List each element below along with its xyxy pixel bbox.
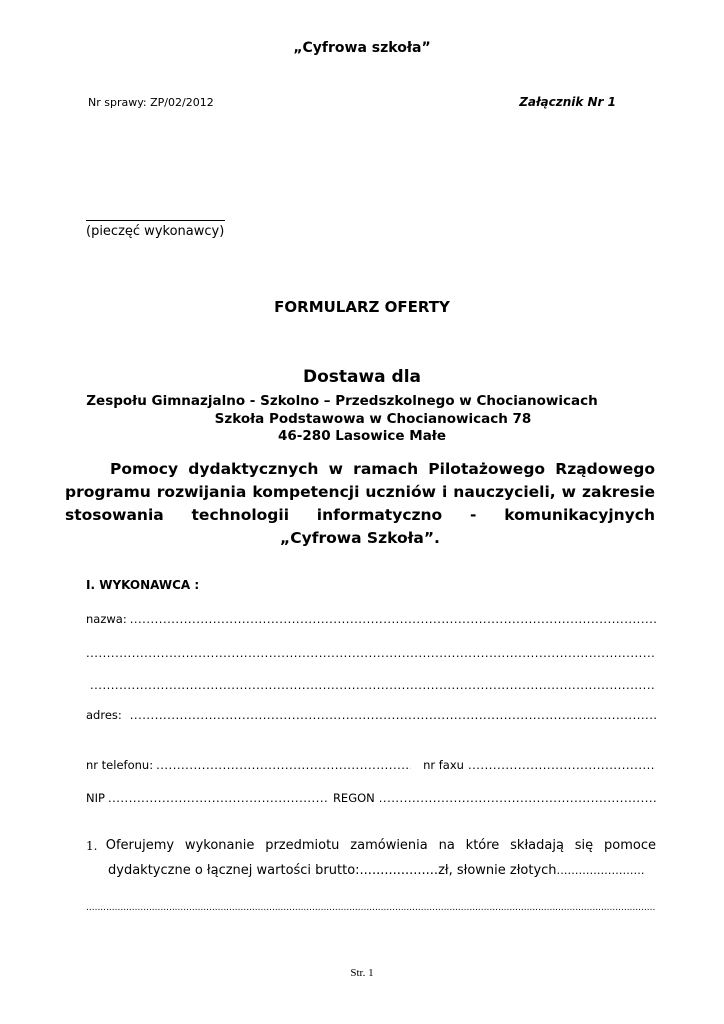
offer-statement xyxy=(86,834,656,883)
phone-dotted-line[interactable] xyxy=(156,758,411,772)
offer-words-dotted-line[interactable]: …………………… xyxy=(556,864,645,877)
offer-value-label: dydaktyczne o łącznej wartości brutto: xyxy=(108,863,360,878)
fax-dotted-line[interactable] xyxy=(468,758,656,772)
nip-label: NIP xyxy=(86,791,105,805)
offer-words-label: zł, słownie złotych xyxy=(438,863,557,878)
name-continuation-field[interactable] xyxy=(90,678,656,692)
order-subject xyxy=(65,458,655,550)
page-number: Str. 1 xyxy=(350,967,374,979)
section-title-contractor: I. WYKONAWCA : xyxy=(86,578,200,592)
delivery-heading: Dostawa dla xyxy=(302,367,422,387)
name-label: nazwa: xyxy=(86,612,127,626)
phone-label: nr telefonu: xyxy=(86,758,154,772)
address-line: Zespołu Gimnazjalno - Szkolno – Przedszkolnego w Chocianowicach xyxy=(86,393,598,409)
address-dotted-line[interactable] xyxy=(130,708,656,722)
address-field[interactable] xyxy=(86,708,656,722)
regon-label: REGON xyxy=(332,791,375,805)
fax-label: nr faxu xyxy=(423,758,464,772)
subject-line: Pomocy dydaktycznych w ramach Pilotażowego Rządowego xyxy=(110,460,655,478)
name-continuation-dotted-line[interactable] xyxy=(90,678,656,692)
offer-continuation-dotted-line[interactable] xyxy=(86,903,656,913)
offer-item-number: 1. xyxy=(86,839,98,853)
offer-line-1: Oferujemy wykonanie przedmiotu zamówienia na które składają się pomoce xyxy=(105,838,656,853)
stamp-label: (pieczęć wykonawcy) xyxy=(86,224,225,239)
subject-line: „Cyfrowa Szkoła”. xyxy=(280,529,440,547)
offer-continuation-field[interactable] xyxy=(86,903,656,913)
subject-line: programu rozwijania kompetencji uczniów i nauczycieli, w zakresie xyxy=(65,483,655,501)
name-continuation-dotted-line[interactable] xyxy=(86,646,656,660)
annex-label: Załącznik Nr 1 xyxy=(519,95,616,109)
regon-dotted-line[interactable] xyxy=(379,791,656,805)
stamp-signature-line xyxy=(86,220,225,221)
document-header-title: „Cyfrowa szkoła” xyxy=(293,40,431,56)
address-label: adres: xyxy=(86,708,122,722)
nip-regon-row xyxy=(86,791,656,805)
name-field[interactable] xyxy=(86,612,656,626)
form-title: FORMULARZ OFERTY xyxy=(274,298,450,316)
case-number: Nr sprawy: ZP/02/2012 xyxy=(88,96,214,109)
offer-value-dotted-line[interactable]: ................... xyxy=(359,863,439,878)
phone-fax-row xyxy=(86,758,656,772)
nip-dotted-line[interactable] xyxy=(108,791,328,805)
name-continuation-field[interactable] xyxy=(86,646,656,660)
address-line: 46-280 Lasowice Małe xyxy=(278,428,446,444)
subject-line: stosowania technologii informatyczno - komunikacyjnych xyxy=(65,506,655,524)
address-line: Szkoła Podstawowa w Chocianowicach 78 xyxy=(214,411,532,427)
name-dotted-line[interactable] xyxy=(130,612,656,626)
